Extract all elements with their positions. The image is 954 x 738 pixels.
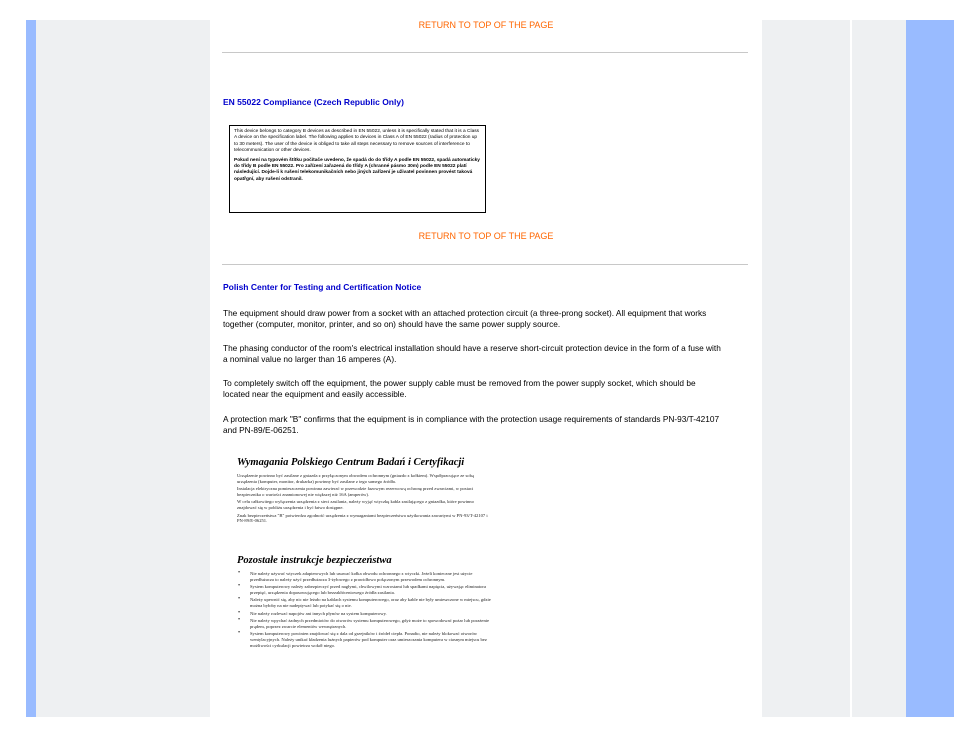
polish-safety-list <box>237 571 491 650</box>
polish-image-title: Wymagania Polskiego Centrum Badań i Certyfikacji <box>237 457 465 468</box>
list-item: • Nie należy używać wtyczek adapterowych lub usuwać kołka obwodu ochronnego z wtyczki. Jeżeli konieczne jest użycie przedłużacza to należy użyć przedłużacza 3-żyłowego z prawidłowo połączonym przewodem ochronnym. <box>237 571 491 582</box>
divider <box>222 52 748 53</box>
czech-notice-english: This device belongs to category B devices as described in EN 55022, unless it is specifically stated that it is a Class A device on the specification label. The following applies to devices in Class A of EN 55022 (radius of protection up to 30 meters). The user of the device is obliged to take all steps necessary to remove sources of interference to telecommunication or other devices. <box>234 129 480 154</box>
right-blue-stripe <box>906 20 954 717</box>
left-blue-stripe <box>26 20 36 717</box>
polish-paragraph: A protection mark "B" confirms that the equipment is in compliance with the protection usage requirements of standards PN-93/T-42107 and PN-89/E-06251. <box>223 414 720 435</box>
polish-image-subtitle: Pozostałe instrukcje bezpieczeństwa <box>237 555 392 566</box>
top-margin <box>0 0 954 20</box>
czech-compliance-heading: EN 55022 Compliance (Czech Republic Only) <box>223 97 404 107</box>
polish-notice-heading: Polish Center for Testing and Certification Notice <box>223 282 422 292</box>
polish-image-paragraph: Instalacja elektryczna pomieszczenia powinna zawierać w przewodzie fazowym rezerwową ochronę przed zwarciami, w postaci bezpiecznika o wartości znamionowej nie większej niż 16A (amperów). <box>237 486 474 497</box>
polish-image-paragraph: Znak bezpieczeństwa "B" potwierdza zgodność urządzenia z wymaganiami bezpieczeństwa użytkowania zawartymi w PN-93/T-42107 i PN-89/E-06251. <box>237 512 488 524</box>
polish-paragraph: The equipment should draw power from a socket with an attached protection circuit (a three-prong socket). All equipment that works together (computer, monitor, printer, and so on) should have the same power supply source. <box>223 308 707 329</box>
list-item: • System komputerowy należy zabezpieczyć przed nagłymi, chwilowymi wzrostami lub spadkami napięcia, używając eliminatora przepięć, urządzenia dopasowującego lub bezzakłóceniowego źródła zasilania. <box>237 584 491 595</box>
bottom-margin <box>0 717 954 738</box>
polish-paragraph: To completely switch off the equipment, the power supply cable must be removed from the power supply socket, which should be located near the equipment and easily accessible. <box>223 378 696 399</box>
main-content <box>210 20 762 717</box>
list-item: • Nie należy rozlewać napojów ani innych płynów na system komputerowy. <box>237 611 491 617</box>
left-gray-panel <box>36 20 210 717</box>
right-gray-panel <box>762 20 850 717</box>
list-item: • System komputerowy powinien znajdować się z dala od grzejników i źródeł ciepła. Ponadto, nie należy blokować otworów wentylacyjnych. Należy unikać kładzenia lużnych papierów pod komputer oraz umieszczania komputera w ciasnym miejscu bez możliwości cyrkulacji powietrza wokół niego. <box>237 631 491 648</box>
polish-image-text <box>237 473 491 526</box>
return-to-top-link[interactable]: RETURN TO TOP OF THE PAGE <box>418 231 554 241</box>
polish-image-paragraph: Urządzenie powinno być zasilane z gniazda z przyłączonym obwodem ochronnym (gniazdo z kołkiem). Współpracujące ze sobą urządzenia (komputer, monitor, drukarka) powinny być zasilane z tego samego źródła. <box>237 473 474 484</box>
polish-image-paragraph: W celu całkowitego wyłączenia urządzenia z sieci zasilania, należy wyjąć wtyczkę kabla zasilającego z gniazdka, które powinno znajdować się w pobliżu urządzenia i być łatwo dostępne. <box>237 499 474 510</box>
polish-paragraph: The phasing conductor of the room's electrical installation should have a reserve short-circuit protection device in the form of a fuse with a nominal value no larger than 16 amperes (A). <box>223 343 721 364</box>
czech-notice-image <box>229 125 486 213</box>
right-gray-panel-2 <box>852 20 906 717</box>
divider <box>222 264 748 265</box>
list-item: • Nie należy wpychać żadnych przedmiotów do otworów systemu komputerowego, gdyż może to spowodować pożar lub porażenie prądem, poprzez zwarcie elementów wewnętrznych. <box>237 618 491 629</box>
czech-notice-czech: Pokud není na typovém štítku počítače uvedeno, že spadá do do třídy A podle EN 55022, spadá automaticky do třídy B podle EN 55022. Pro zařízení zařazená do třídy A (chranné pásmo 30m) podle EN 55022 platí následující. Dojde-li k rušení telekomunikačních nebo jiných zařízení je uživatel povinnen provést taková opatřgní, aby rušení odstranil. <box>234 157 480 182</box>
list-item: • Należy upewnić się, aby nic nie leżało na kablach systemu komputerowego, oraz aby kable nie były umieszczone w miejscu, gdzie można byłoby na nie nadeptywać lub potykać się o nie. <box>237 597 491 608</box>
return-to-top-link[interactable]: RETURN TO TOP OF THE PAGE <box>418 20 554 30</box>
